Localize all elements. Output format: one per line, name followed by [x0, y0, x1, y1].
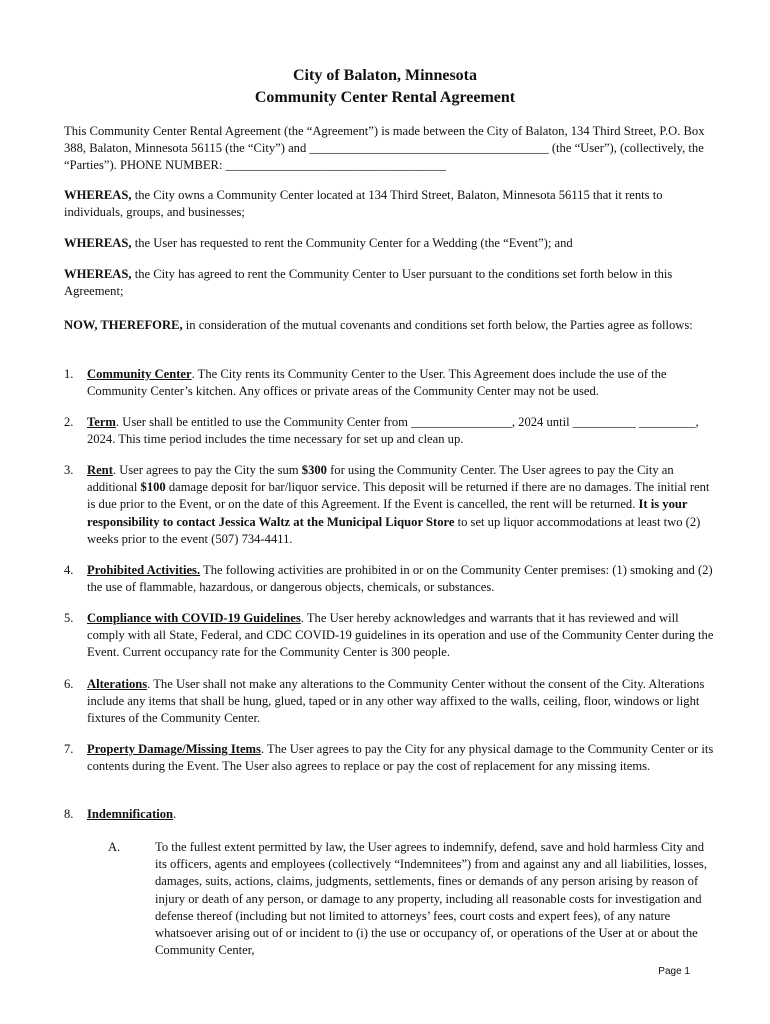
subsection-text: To the fullest extent permitted by law, the User agrees to indemnify, defend, save and hold harmless City and its officers, agents and employees (collectively “Indemnitees”) from and against any and all liabilities, losses, damages, suits, actions, claims, judgments, settlements, fines or demands of any person arising by reason of injury or death of any person, or damage to any property, including all reasonable costs for investigation and defense thereof (including but not limited to attorneys’ fees, court costs and expert fees), of any nature whatsoever arising out of or incident to (i) the use or occupancy of, or operations of the User at or about the Community Center,	[155, 840, 707, 958]
recital-text: the User has requested to rent the Community Center for a Wedding (the “Event”); and	[131, 236, 573, 250]
recital-lead: WHEREAS,	[64, 236, 132, 250]
section-text: damage deposit for bar/liquor service. This deposit will be returned if there are no damages. The initial rent is due prior to the Event, or on the date of this Agreement. If the Event is cancelled, the rent will be returned.	[87, 480, 710, 512]
section-community-center	[64, 366, 714, 400]
section-heading: Community Center	[87, 367, 192, 381]
document-title-city: City of Balaton, Minnesota	[293, 67, 477, 84]
section-number: 6.	[64, 677, 74, 691]
section-heading: Alterations	[87, 677, 148, 691]
section-prohibited-activities	[64, 562, 714, 596]
liquor-contact-note: It is your responsibility to contact Jessica Waltz at the Municipal Liquor Store	[87, 497, 688, 529]
recital-paragraph	[64, 187, 714, 221]
section-number: 2.	[64, 415, 74, 429]
section-rent	[64, 462, 714, 548]
section-number: 5.	[64, 611, 74, 625]
recital-text: the City owns a Community Center located at 134 Third Street, Balaton, Minnesota 56115 that it rents to individuals, groups, and businesses;	[64, 188, 663, 220]
section-number: 8.	[64, 807, 74, 821]
section-number: 7.	[64, 742, 74, 756]
now-therefore-paragraph	[64, 317, 714, 334]
recital-text: in consideration of the mutual covenants and conditions set forth below, the Parties agree as follows:	[182, 318, 693, 332]
recital-lead: NOW, THEREFORE,	[64, 318, 183, 332]
rent-amount: $300	[301, 463, 327, 477]
document-title-agreement: Community Center Rental Agreement	[254, 89, 516, 106]
page-number: Page 1	[658, 966, 690, 977]
section-text: . The User agrees to pay the City for any physical damage to the Community Center or its contents during the Event. The User also agrees to replace or pay the cost of replacement for any missing items.	[87, 742, 714, 774]
subsection-a	[108, 839, 714, 959]
section-number: 1.	[64, 367, 74, 381]
section-text: The following activities are prohibited in or on the Community Center premises: (1) smoking and (2) the use of flammable, hazardous, or dangerous objects, chemicals, or substances.	[87, 563, 713, 595]
recital-paragraph	[64, 235, 714, 252]
recital-text: the City has agreed to rent the Community Center to User pursuant to the conditions set forth below in this Agreement;	[64, 267, 673, 299]
section-property-damage	[64, 741, 714, 775]
section-term	[64, 414, 714, 448]
section-heading: Property Damage/Missing Items	[87, 742, 261, 756]
section-alterations	[64, 676, 714, 728]
section-heading: Compliance with COVID-19 Guidelines	[87, 611, 301, 625]
section-number: 3.	[64, 463, 74, 477]
section-text: to set up liquor accommodations at least two (2) weeks prior to the event (507) 734-4411.	[87, 514, 701, 546]
section-number: 4.	[64, 563, 74, 577]
section-heading: Indemnification	[87, 807, 174, 821]
section-text: . The User hereby acknowledges and warrants that it has reviewed and will comply with all State, Federal, and CDC COVID-19 guidelines in its operation and use of the Community Center during the Event. Current occupancy rate for the Community Center is 300 people.	[87, 611, 714, 660]
deposit-amount: $100	[140, 480, 166, 495]
section-text: for using the Community Center. The User agrees to pay the City an additional	[87, 463, 674, 495]
recital-paragraph	[64, 266, 714, 300]
recital-lead: WHEREAS,	[64, 267, 132, 281]
section-text: . The User shall not make any alterations to the Community Center without the consent of the City. Alterations include any items that shall be hung, glued, taped or in any other way affixed to the walls, ceiling, floor, windows or light fixtures of the Community Center.	[87, 677, 705, 726]
section-heading: Term	[87, 415, 116, 429]
section-indemnification	[64, 806, 714, 823]
subsection-letter: A.	[108, 840, 121, 854]
section-covid-guidelines	[64, 610, 714, 662]
section-heading: Prohibited Activities.	[87, 563, 201, 577]
section-heading: Rent	[87, 463, 113, 477]
section-text: . User agrees to pay the City the sum	[112, 463, 302, 477]
intro-paragraph: This Community Center Rental Agreement (the “Agreement”) is made between the City of Balaton, 134 Third Street, P.O. Box 388, Balaton, Minnesota 56115 (the “City”) and ______________________________________ (the “User”), (collectively, the “Parties”). PHONE NUMBER: ___________________________________	[64, 124, 705, 173]
section-text: . The City rents its Community Center to the User. This Agreement does include the use of the Community Center’s kitchen. Any offices or private areas of the Community Center may not be used.	[87, 367, 667, 399]
recital-lead: WHEREAS,	[64, 188, 132, 202]
section-text: .	[173, 807, 177, 821]
section-text: . User shall be entitled to use the Community Center from ________________, 2024 until __________ _________, 2024. This time period includes the time necessary for set up and clean up.	[87, 415, 699, 447]
